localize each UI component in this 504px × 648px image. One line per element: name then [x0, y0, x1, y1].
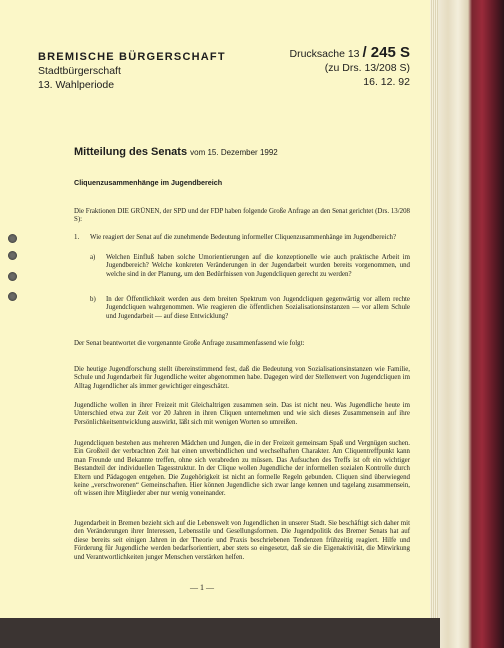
question-text: Wie reagiert der Senat auf die zunehmende Bedeutung informeller Cliquenzusammenhänge im Jugendbereich? [90, 234, 397, 241]
page-number: — 1 — [190, 583, 214, 592]
question-number: 1. [74, 234, 80, 241]
paragraph-3: Jugendcliquen bestehen aus mehreren Mädchen und Jungen, die in der Freizeit gemeinsam Spaß und Vergnügen suchen. Ein Großteil der verbrachten Zeit hat einen unverbindlichen und wechselhaften Charakter. Am Cliquentreffpunkt kann man Freunde und Bekannte treffen, ohne sich verabreden zu müssen. Das Aufsuchen des Treffs ist oft ein wichtiger Bestandteil der individuellen Tagesstruktur. In der Clique wollen Jugendliche der informellen sozialen Kontrolle durch Eltern und Pädagogen entgehen. Die Zugehörigkeit ist nicht an formelle Regeln gebunden. Cliquen sind überwiegend keine „verschworenen“ Gemeinschaften. Hier können Jugendliche sich zwar lange kennen und tagelang zusammensein, oft wissen ihre Mitglieder aber nur wenig voneinander. [74, 440, 410, 498]
paragraph-4: Jugendarbeit in Bremen bezieht sich auf die Lebenswelt von Jugendlichen in unserer Stadt. Sie beschäftigt sich daher mit den Veränderungen ihrer Interessen, Lebensstile und Gesellungsformen. Die Jugendpolitik des Bremer Senats hat auf diese bereits seit einigen Jahren in der Theorie und Praxis beschriebenen Tendenzen frühzeitig reagiert. Hilfe und Förderung für Jugendliche werden bedarfsorientiert, aber stets so eingesetzt, daß sie die Eigenaktivität, die Mitwirkung und Verantwortlichkeiten junger Menschen verstärken helfen. [74, 520, 410, 561]
doc-prefix: Drucksache 13 [289, 48, 360, 60]
item-label-a: a) [90, 254, 96, 261]
doc-subject: Cliquenzusammenhänge im Jugendbereich [74, 178, 223, 187]
org-name: BREMISCHE BÜRGERSCHAFT [38, 51, 226, 63]
paragraph-1: Die heutige Jugendforschung stellt übereinstimmend fest, daß die Bedeutung von Sozialisationsinstanzen wie Familie, Schule und Jugendarbeit für Jugendliche weiter abgenommen habe. Dagegen wird der Stellenwert von Jugendcliquen im Alltag Jugendlicher als immer gewichtiger eingeschätzt. [74, 366, 410, 390]
item-label-b: b) [90, 296, 96, 303]
header-left [38, 50, 226, 92]
doc-number: / 245 S [362, 44, 410, 61]
table-surface [0, 618, 440, 648]
header-right [240, 46, 410, 89]
parliament-body: Stadtbürgerschaft [38, 65, 121, 77]
punch-hole [8, 272, 17, 281]
binder-spine [438, 0, 504, 648]
doc-title [74, 146, 278, 158]
punch-hole [8, 292, 17, 301]
doc-reference: (zu Drs. 13/208 S) [324, 62, 410, 74]
legislative-period: 13. Wahlperiode [38, 79, 115, 91]
title-date: vom 15. Dezember 1992 [190, 148, 278, 157]
paragraph-2: Jugendliche wollen in ihrer Freizeit mit Gleichaltrigen zusammen sein. Das ist nicht neu. Was Jugendliche heute im Unterschied etwa zur Zeit vor 20 Jahren in ihren Cliquen unternehmen und wie sich dieses Zusammensein auf ihre Persönlichkeitsentwicklung auswirkt, läßt sich mit wenigen Worten so umreißen. [74, 402, 410, 426]
item-text-b: In der Öffentlichkeit werden aus dem breiten Spektrum von Jugendcliquen gegenwärtig vor allem rechte Jugendcliquen wahrgenommen. Wie reagieren die öffentlichen Sozialisationsinstanzen — vor allem Schule und Jugendarbeit — auf diese Entwicklung? [106, 296, 410, 320]
punch-hole [8, 234, 17, 243]
title-main: Mitteilung des Senats [74, 146, 188, 158]
answer-intro: Der Senat beantwortet die vorgenannte Große Anfrage zusammenfassend wie folgt: [74, 340, 305, 347]
doc-date: 16. 12. 92 [363, 76, 410, 88]
punch-hole [8, 251, 17, 260]
item-text-a: Welchen Einfluß haben solche Umorientierungen auf die konzeptionelle wie auch praktische Arbeit im Jugendbereich? Welche konkreten Veränderungen in der Jugendarbeit wurden bereits vorgenommen, und welche sind in der Planung, um den Bedürfnissen von Jugendcliquen gerecht zu werden? [106, 254, 410, 278]
intro-paragraph: Die Fraktionen DIE GRÜNEN, der SPD und der FDP haben folgende Große Anfrage an den Senat gerichtet (Drs. 13/208 S): [74, 208, 410, 224]
